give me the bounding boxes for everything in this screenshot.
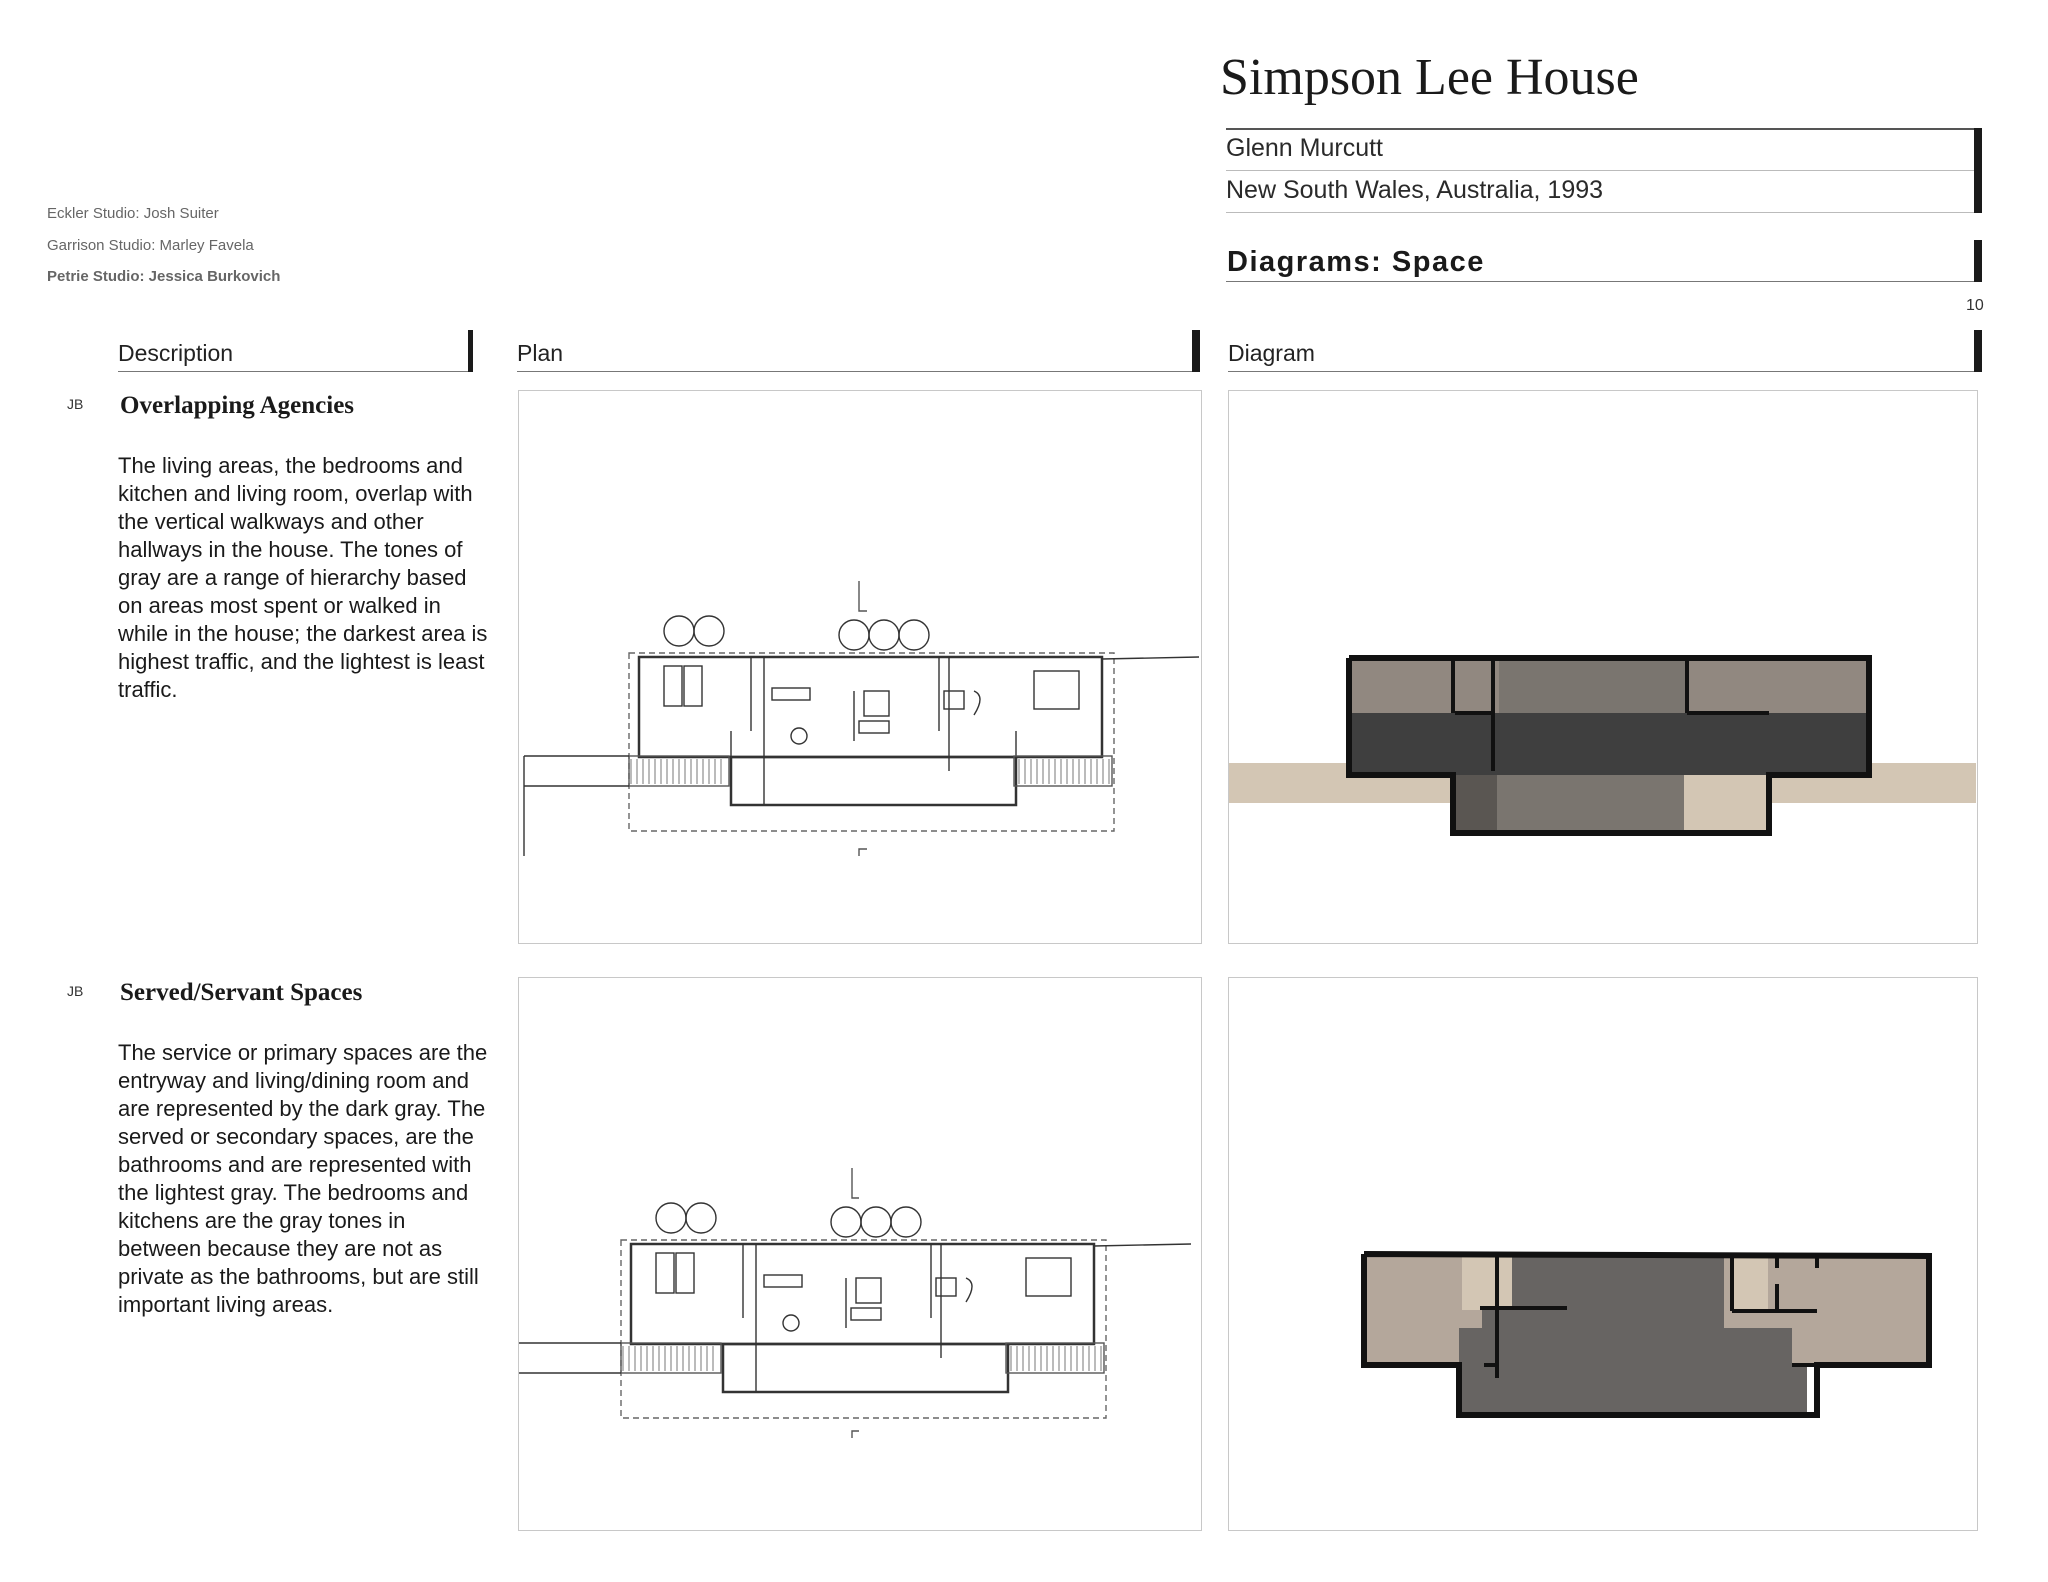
column-header-description: Description <box>118 340 234 366</box>
author-initials: JB <box>67 396 84 412</box>
column-bar <box>1192 330 1200 372</box>
column-header-diagram: Diagram <box>1228 340 1315 366</box>
column-bar <box>1974 330 1982 372</box>
architect-name: Glenn Murcutt <box>1226 134 1384 162</box>
section-subtitle: Diagrams: Space <box>1227 246 1485 278</box>
credit-line: Petrie Studio: Jessica Burkovich <box>47 268 281 285</box>
section-title: Overlapping Agencies <box>120 392 355 419</box>
section-body: The service or primary spaces are the entryway and living/dining room and are represented by the dark gray. The served or secondary spaces, are the bathrooms and are represented with the lightest gray. The bedrooms and kitchens are the gray tones in between because they are not as private as the bathrooms, but are still important living areas. <box>118 1040 488 1317</box>
column-rule <box>118 371 470 372</box>
floor-plan-drawing <box>519 391 1201 943</box>
title-rule <box>1226 128 1974 130</box>
served-servant-diagram <box>1229 978 1977 1530</box>
column-header-plan: Plan <box>517 340 564 366</box>
floor-plan-drawing <box>519 978 1201 1530</box>
subtitle-bar <box>1974 240 1982 282</box>
divider <box>1226 212 1974 213</box>
page-title: Simpson Lee House <box>1220 49 1639 106</box>
divider <box>1226 170 1974 171</box>
space-diagram-image <box>1228 390 1978 944</box>
overlapping-agencies-diagram <box>1229 391 1977 943</box>
floor-plan-image <box>518 390 1202 944</box>
column-rule <box>1228 371 1974 372</box>
author-initials: JB <box>67 983 84 999</box>
header-bar <box>1974 128 1982 213</box>
space-diagram-image <box>1228 977 1978 1531</box>
credit-line: Garrison Studio: Marley Favela <box>47 237 254 254</box>
page-number: 10 <box>1966 297 1984 314</box>
credit-line: Eckler Studio: Josh Suiter <box>47 205 219 222</box>
section-title: Served/Servant Spaces <box>120 979 363 1006</box>
floor-plan-image <box>518 977 1202 1531</box>
column-rule <box>517 371 1195 372</box>
column-bar <box>468 330 473 372</box>
subtitle-rule <box>1226 281 1974 282</box>
project-location: New South Wales, Australia, 1993 <box>1226 176 1604 204</box>
section-body: The living areas, the bedrooms and kitchen and living room, overlap with the vertical walkways and other hallways in the house. The tones of gray are a range of hierarchy based on areas most spent or walked in while in the house; the darkest area is highest traffic, and the lightest is least traffic. <box>118 453 488 702</box>
